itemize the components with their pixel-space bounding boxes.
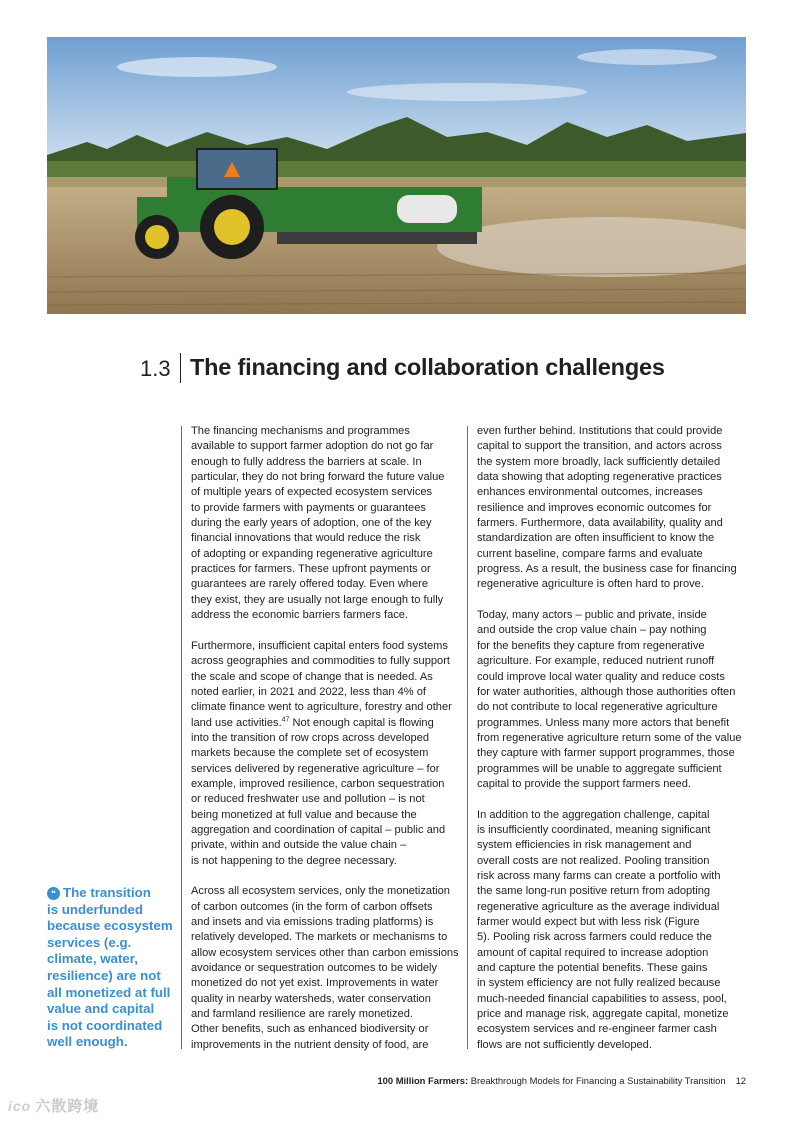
quote-icon: ❝ — [47, 887, 60, 900]
page-footer — [377, 1075, 746, 1086]
column-rule-left — [181, 426, 182, 1049]
pull-quote — [47, 885, 175, 1051]
tractor-field-image — [47, 37, 746, 314]
paragraph: Across all ecosystem services, only the monetization of carbon outcomes (in the form of carbon offsets and insets and via emissions trading platforms) is relatively developed. The markets or mechanisms to allow ecosystem services other than carbon emissions avoidance or sequestration outcomes to be widely monetized do not yet exist. Improvements in water quality in nearby watersheds, water conservation and farmland resilience are rarely monetized. Other benefits, such as enhanced biodiversity or improvements in the nutrient density of food, are — [191, 885, 459, 1051]
body-column-2 — [477, 424, 749, 1053]
watermark-logo: ico — [8, 1098, 32, 1114]
paragraph: Today, many actors – public and private, inside and outside the crop value chain – pay nothing for the benefits they capture from regenerative agriculture. For example, reduced nutrient runoff could improve local water quality and reduce costs for water authorities, although those authorities often do not contribute to local regenerative agriculture programmes. Unless many more actors that benefit from regenerative agriculture return some of the value they capture with farmer support programmes, those programmes will be unable to aggregate sufficient capital to provide the support farmers need. — [477, 609, 742, 790]
paragraph — [191, 639, 463, 869]
footer-report-title: 100 Million Farmers: — [377, 1075, 469, 1086]
paragraph: even further behind. Institutions that could provide capital to support the transition, and actors across the system more broadly, lack sufficiently detailed data showing that adopting regenerative practices enhances environmental outcomes, increases resilience and improves economic outcomes for farmers. Furthermore, data availability, quality and standardization are often insufficient to know the current baseline, compare farms and evaluate progress. As a result, the business case for financing regenerative agriculture is often hard to prove. — [477, 425, 737, 591]
page-number: 12 — [735, 1075, 746, 1086]
paragraph: In addition to the aggregation challenge, capital is insufficiently coordinated, meaning significant system efficiencies in risk management and overall costs are not realized. Pooling transition risk across many farms can create a portfolio with the same long-run positive return from adopting regenerative agriculture as the average individual farmer would expect but with less risk (Figure 5). Pooling risk across farmers could reduce the amount of capital required to increase adoption and capture the potential benefits. These gains in system efficiency are not fully realized because much-needed financial capabilities to assess, pool, price and manage risk, aggregate capital, monetize ecosystem services and re-engineer farmer cash flows are not sufficiently developed. — [477, 808, 729, 1051]
paragraph: The financing mechanisms and programmes available to support farmer adoption do not go far enough to fully address the barriers at scale. In particular, they do not bring forward the future value of multiple years of expected ecosystem services to provide farmers with payments or guarantees during the early years of adoption, one of the key financial innovations that would reduce the risk of adopting or expanding regenerative agriculture practices for farmers. These upfront payments or guarantees are rarely offered today. Even where they exist, they are usually not large enough to fully address the economic barriers farmers face. — [191, 425, 445, 622]
footnote-ref[interactable]: 47 — [281, 715, 290, 723]
paragraph-text: Not enough capital is flowing into the transition of row crops across developed markets because the complete set of ecosystem services delivered by regenerative agriculture – for example, improved resilience, carbon sequestration or reduced freshwater use and pollution – is not being monetized at full value and because the aggregation and coordination of capital – public and private, within and outside the value chain – is not happening to the degree necessary. — [191, 716, 446, 867]
footer-subtitle: Breakthrough Models for Financing a Sustainability Transition — [468, 1075, 726, 1086]
body-column-1 — [191, 424, 463, 1053]
section-title: The financing and collaboration challenges — [190, 354, 665, 380]
watermark — [8, 1095, 99, 1116]
section-number: 1.3 — [140, 356, 171, 381]
hero-photo — [47, 37, 746, 314]
column-rule-middle — [467, 426, 468, 1049]
paragraph-text: Furthermore, insufficient capital enters food systems across geographies and commodities to fully support the scale and scope of change that is needed. As noted earlier, in 2021 and 2022, less than 4% of climate finance went to agriculture, forestry and other land use activities. — [191, 639, 452, 729]
watermark-text: 六散跨境 — [35, 1098, 100, 1115]
section-divider — [180, 353, 181, 383]
pull-quote-text: The transition is underfunded because ecosystem services (e.g. climate, water, resilience) are not all monetized at full value and capital is not coordinated well enough. — [47, 885, 173, 1050]
